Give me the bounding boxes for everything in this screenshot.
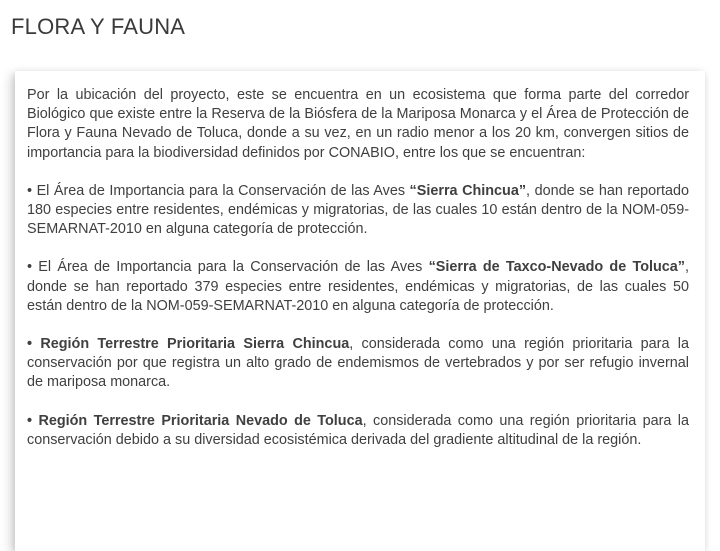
item-text: , considerada como una región prioritaria para la conservación debido a su diversidad ecosistémica derivada del gradiente altitudinal de la región. bbox=[27, 412, 689, 448]
content-text bbox=[27, 86, 689, 450]
item-highlight: • Región Terrestre Prioritaria Nevado de Toluca bbox=[27, 412, 363, 429]
list-item bbox=[27, 335, 689, 393]
list-item bbox=[27, 412, 689, 450]
item-text: • El Área de Importancia para la Conservación de las Aves bbox=[27, 182, 410, 199]
item-highlight: • Región Terrestre Prioritaria Sierra Chincua bbox=[27, 336, 350, 353]
item-text: • El Área de Importancia para la Conservación de las Aves bbox=[27, 259, 429, 276]
slide-title: FLORA Y FAUNA bbox=[11, 14, 186, 39]
list-item bbox=[27, 258, 689, 316]
item-highlight: “Sierra Chincua” bbox=[409, 182, 527, 199]
item-highlight: “Sierra de Taxco-Nevado de Toluca” bbox=[428, 259, 685, 276]
intro-paragraph: Por la ubicación del proyecto, este se encuentra en un ecosistema que forma parte del corredor Biológico que existe entre la Reserva de la Biósfera de la Mariposa Monarca y el Área de Protección de Flora y Fauna Nevado de Toluca, donde a su vez, en un radio menor a los 20 km, convergen sitios de importancia para la biodiversidad definidos por CONABIO, entre los que se encuentran: bbox=[27, 87, 689, 161]
item-text: , considerada como una región prioritaria para la conservación por que registra un alto grado de endemismos de vertebrados y por ser refugio invernal de mariposa monarca. bbox=[27, 336, 689, 391]
item-text: , donde se han reportado 379 especies entre residentes, endémicas y migratorias, de las cuales 50 están dentro de la NOM-059-SEMARNAT-2010 en alguna categoría de protección. bbox=[27, 259, 689, 314]
list-item bbox=[27, 182, 689, 240]
item-text: , donde se han reportado 180 especies entre residentes, endémicas y migratorias, de las cuales 10 están dentro de la NOM-059-SEMARNAT-2010 en alguna categoría de protección. bbox=[27, 182, 689, 238]
